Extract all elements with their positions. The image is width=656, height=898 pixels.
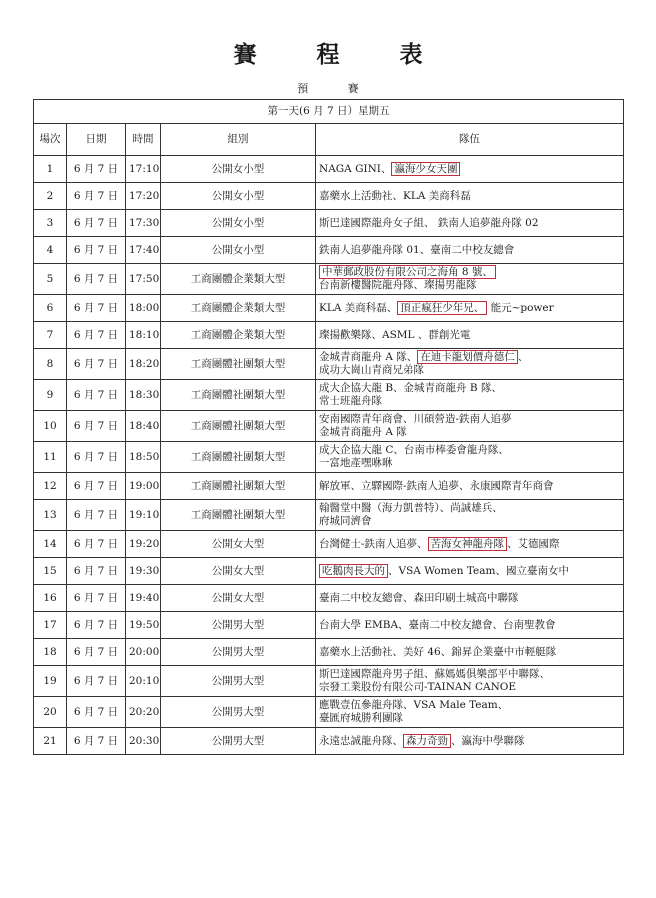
team-text: 能元~power	[487, 301, 554, 314]
time-cell: 19:20	[126, 531, 161, 558]
date-cell: 6 月 7 日	[67, 666, 126, 697]
team-text: 一富地產嘿咻咻	[319, 457, 393, 469]
team-text: 嘉藥水上活動社、美好 46、錦昇企業臺中市輕艇隊	[319, 645, 557, 658]
team-text: 臺匯府城勝利團隊	[319, 712, 403, 724]
date-cell: 6 月 7 日	[67, 612, 126, 639]
time-cell: 17:10	[126, 156, 161, 183]
time-cell: 17:30	[126, 210, 161, 237]
time-cell: 18:00	[126, 295, 161, 322]
team-text: 成功大崗山青商兄弟隊	[319, 364, 424, 376]
match-no-cell: 7	[34, 322, 67, 349]
day-header-row	[34, 100, 624, 124]
date-cell: 6 月 7 日	[67, 728, 126, 755]
table-row	[34, 697, 624, 728]
time-cell: 17:40	[126, 237, 161, 264]
team-text: 、VSA Women Team、國立臺南女中	[388, 564, 569, 577]
teams-line	[319, 244, 620, 257]
group-cell: 公開男大型	[161, 666, 316, 697]
highlighted-team: 苦海女神龍舟隊	[428, 537, 508, 551]
match-no-cell: 18	[34, 639, 67, 666]
teams-line	[319, 565, 620, 578]
teams-line	[319, 413, 620, 426]
column-header-row	[34, 124, 624, 156]
date-cell: 6 月 7 日	[67, 500, 126, 531]
teams-cell	[316, 295, 624, 322]
teams-line	[319, 735, 620, 748]
highlighted-team: 瀛海少女天團	[391, 162, 460, 176]
page-title: 賽 程 表	[233, 41, 449, 68]
team-text: 璨揚歡樂隊、ASML 、群創光電	[319, 328, 471, 341]
teams-cell	[316, 697, 624, 728]
teams-line	[319, 279, 620, 292]
header-date: 日期	[67, 124, 126, 156]
teams-line	[319, 163, 620, 176]
match-no-cell: 14	[34, 531, 67, 558]
match-no-cell: 20	[34, 697, 67, 728]
time-cell: 18:30	[126, 380, 161, 411]
teams-line	[319, 668, 620, 681]
group-cell: 工商團體社團類大型	[161, 380, 316, 411]
table-row	[34, 585, 624, 612]
header-group: 組別	[161, 124, 316, 156]
date-cell: 6 月 7 日	[67, 558, 126, 585]
table-row	[34, 639, 624, 666]
teams-line	[319, 457, 620, 470]
match-no-cell: 1	[34, 156, 67, 183]
date-cell: 6 月 7 日	[67, 183, 126, 210]
team-text: 、瀛海中學聯隊	[451, 734, 525, 747]
team-text: 金城青商龍舟 A 隊	[319, 426, 407, 438]
teams-cell	[316, 183, 624, 210]
table-row	[34, 666, 624, 697]
date-cell: 6 月 7 日	[67, 531, 126, 558]
time-cell: 20:20	[126, 697, 161, 728]
date-cell: 6 月 7 日	[67, 264, 126, 295]
match-no-cell: 17	[34, 612, 67, 639]
teams-line	[319, 395, 620, 408]
team-text: 、艾德國際	[507, 537, 560, 550]
teams-cell	[316, 473, 624, 500]
time-cell: 19:30	[126, 558, 161, 585]
teams-line	[319, 266, 620, 279]
time-cell: 18:10	[126, 322, 161, 349]
team-text: 宗發工業股份有限公司-TAINAN CANOE	[319, 681, 517, 693]
group-cell: 公開男大型	[161, 639, 316, 666]
group-cell: 公開女小型	[161, 183, 316, 210]
date-cell: 6 月 7 日	[67, 322, 126, 349]
group-cell: 公開男大型	[161, 612, 316, 639]
teams-cell	[316, 156, 624, 183]
group-cell: 工商團體社團類大型	[161, 442, 316, 473]
team-text: 斯巴達國際龍舟女子組、 鉄南人追夢龍舟隊 02	[319, 216, 539, 229]
teams-line	[319, 444, 620, 457]
team-text: 成大企協大龍 B、金城青商龍舟 B 隊、	[319, 382, 502, 394]
teams-cell	[316, 237, 624, 264]
group-cell: 公開男大型	[161, 697, 316, 728]
table-row	[34, 349, 624, 380]
match-no-cell: 13	[34, 500, 67, 531]
team-text: 斯巴達國際龍舟男子組、蘇媽媽俱樂部平中聯隊、	[319, 668, 550, 680]
table-row	[34, 264, 624, 295]
teams-line	[319, 619, 620, 632]
teams-cell	[316, 531, 624, 558]
teams-line	[319, 681, 620, 694]
group-cell: 工商團體社團類大型	[161, 349, 316, 380]
group-cell: 公開女小型	[161, 210, 316, 237]
team-text: 台灣健士-鉄南人追夢、	[319, 537, 428, 550]
team-text: KLA 美商科磊、	[319, 301, 398, 314]
teams-cell	[316, 585, 624, 612]
team-text: 常士班龍舟隊	[319, 395, 382, 407]
teams-line	[319, 217, 620, 230]
team-text: NAGA GINI、	[319, 162, 392, 175]
teams-cell	[316, 442, 624, 473]
schedule-table	[33, 99, 624, 755]
table-row	[34, 500, 624, 531]
teams-line	[319, 480, 620, 493]
match-no-cell: 10	[34, 411, 67, 442]
team-text: 成大企協大龍 C、台南市棒委會龍舟隊、	[319, 444, 509, 456]
teams-cell	[316, 264, 624, 295]
teams-line	[319, 302, 620, 315]
highlighted-team: 中華郵政股份有限公司之海角 8 號、	[319, 265, 496, 279]
group-cell: 工商團體社團類大型	[161, 473, 316, 500]
date-cell: 6 月 7 日	[67, 380, 126, 411]
match-no-cell: 21	[34, 728, 67, 755]
teams-line	[319, 592, 620, 605]
header-time: 時間	[126, 124, 161, 156]
match-no-cell: 19	[34, 666, 67, 697]
teams-cell	[316, 558, 624, 585]
match-no-cell: 4	[34, 237, 67, 264]
teams-line	[319, 515, 620, 528]
table-row	[34, 322, 624, 349]
highlighted-team: 在迪卡龍划價舟德仁	[417, 350, 518, 364]
time-cell: 20:30	[126, 728, 161, 755]
teams-line	[319, 699, 620, 712]
group-cell: 公開男大型	[161, 728, 316, 755]
team-text: 安南國際青年商會、川碩營造-鉄南人追夢	[319, 413, 512, 425]
date-cell: 6 月 7 日	[67, 237, 126, 264]
header-match-no: 場次	[34, 124, 67, 156]
group-cell: 公開女小型	[161, 237, 316, 264]
date-cell: 6 月 7 日	[67, 349, 126, 380]
table-row	[34, 237, 624, 264]
team-text: 解放軍、立驛國際-鉄南人追夢、永康國際青年商會	[319, 479, 554, 492]
match-no-cell: 6	[34, 295, 67, 322]
teams-cell	[316, 500, 624, 531]
teams-line	[319, 364, 620, 377]
teams-cell	[316, 380, 624, 411]
date-cell: 6 月 7 日	[67, 639, 126, 666]
team-text: 金城青商龍舟 A 隊、	[319, 351, 418, 363]
match-no-cell: 16	[34, 585, 67, 612]
table-row	[34, 183, 624, 210]
teams-line	[319, 502, 620, 515]
team-text: 府城同濟會	[319, 515, 372, 527]
teams-line	[319, 426, 620, 439]
page-subtitle: 預 賽	[297, 82, 377, 95]
team-text: 台南大學 EMBA、臺南二中校友總會、台南聖教會	[319, 618, 556, 631]
teams-line	[319, 646, 620, 659]
team-text: 應戰壹伍參龍舟隊、VSA Male Team、	[319, 699, 509, 711]
team-text: 翰醫堂中醫（海力凱普特）、尚誠雄兵、	[319, 502, 503, 514]
table-row	[34, 531, 624, 558]
table-row	[34, 210, 624, 237]
time-cell: 18:20	[126, 349, 161, 380]
header-teams: 隊伍	[316, 124, 624, 156]
date-cell: 6 月 7 日	[67, 295, 126, 322]
match-no-cell: 15	[34, 558, 67, 585]
match-no-cell: 11	[34, 442, 67, 473]
highlighted-team: 頂正瘋狂少年兄、	[397, 301, 487, 315]
group-cell: 工商團體社團類大型	[161, 411, 316, 442]
teams-cell	[316, 612, 624, 639]
date-cell: 6 月 7 日	[67, 442, 126, 473]
table-row	[34, 295, 624, 322]
day-header: 第一天(6 月 7 日）星期五	[34, 100, 624, 124]
time-cell: 20:10	[126, 666, 161, 697]
table-row	[34, 612, 624, 639]
table-row	[34, 156, 624, 183]
teams-cell	[316, 322, 624, 349]
date-cell: 6 月 7 日	[67, 411, 126, 442]
group-cell: 工商團體企業類大型	[161, 322, 316, 349]
group-cell: 工商團體企業類大型	[161, 264, 316, 295]
date-cell: 6 月 7 日	[67, 473, 126, 500]
match-no-cell: 5	[34, 264, 67, 295]
team-text: 台南新樓醫院龍舟隊、璨揚男龍隊	[319, 279, 477, 291]
table-row	[34, 558, 624, 585]
time-cell: 20:00	[126, 639, 161, 666]
teams-line	[319, 382, 620, 395]
date-cell: 6 月 7 日	[67, 156, 126, 183]
team-text: 臺南二中校友總會、森田印刷土城高中聯隊	[319, 591, 519, 604]
time-cell: 17:50	[126, 264, 161, 295]
teams-cell	[316, 639, 624, 666]
teams-cell	[316, 349, 624, 380]
teams-line	[319, 351, 620, 364]
group-cell: 工商團體社團類大型	[161, 500, 316, 531]
teams-line	[319, 538, 620, 551]
group-cell: 公開女小型	[161, 156, 316, 183]
match-no-cell: 2	[34, 183, 67, 210]
team-text: 永遠忠誠龍舟隊、	[319, 734, 403, 747]
table-row	[34, 380, 624, 411]
table-row	[34, 728, 624, 755]
table-row	[34, 473, 624, 500]
time-cell: 19:40	[126, 585, 161, 612]
time-cell: 19:00	[126, 473, 161, 500]
teams-line	[319, 712, 620, 725]
highlighted-team: 森力奇勁	[403, 734, 451, 748]
teams-line	[319, 329, 620, 342]
table-row	[34, 411, 624, 442]
time-cell: 19:50	[126, 612, 161, 639]
date-cell: 6 月 7 日	[67, 585, 126, 612]
match-no-cell: 8	[34, 349, 67, 380]
group-cell: 公開女大型	[161, 558, 316, 585]
teams-cell	[316, 210, 624, 237]
match-no-cell: 9	[34, 380, 67, 411]
time-cell: 19:10	[126, 500, 161, 531]
teams-cell	[316, 666, 624, 697]
date-cell: 6 月 7 日	[67, 697, 126, 728]
group-cell: 工商團體企業類大型	[161, 295, 316, 322]
table-row	[34, 442, 624, 473]
group-cell: 公開女大型	[161, 531, 316, 558]
match-no-cell: 3	[34, 210, 67, 237]
teams-line	[319, 190, 620, 203]
group-cell: 公開女大型	[161, 585, 316, 612]
date-cell: 6 月 7 日	[67, 210, 126, 237]
team-text: 鉄南人追夢龍舟隊 01、臺南二中校友總會	[319, 243, 515, 256]
time-cell: 18:50	[126, 442, 161, 473]
teams-cell	[316, 728, 624, 755]
teams-cell	[316, 411, 624, 442]
time-cell: 17:20	[126, 183, 161, 210]
match-no-cell: 12	[34, 473, 67, 500]
time-cell: 18:40	[126, 411, 161, 442]
highlighted-team: 吃鵝肉長大的	[319, 564, 388, 578]
team-text: 嘉藥水上活動社、KLA 美商科磊	[319, 189, 471, 202]
team-text: 、	[517, 351, 529, 363]
